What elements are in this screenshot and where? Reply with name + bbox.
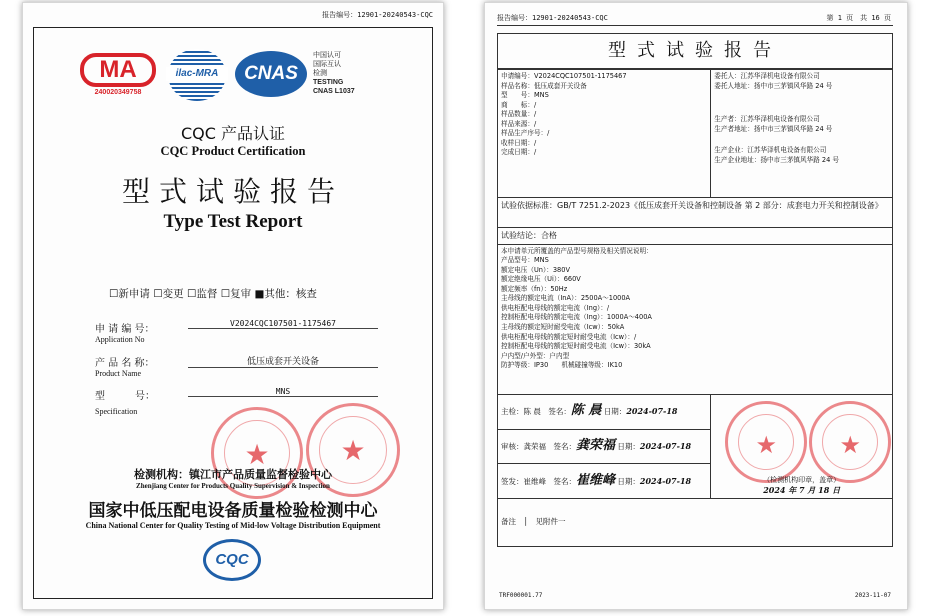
cqc-cert-cn: CQC 产品认证 bbox=[180, 124, 286, 143]
product-name-value: 低压成套开关设备 bbox=[188, 354, 378, 368]
remarks-row: 备注 │ 见附件一 bbox=[498, 499, 893, 547]
field-specification: 型 号： Specification bbox=[95, 391, 155, 416]
red-seal-left-2: ★ bbox=[306, 403, 400, 497]
footer-form-code: TRF000001.77 bbox=[499, 592, 543, 599]
ilac-mra-logo: ilac-MRA bbox=[166, 47, 228, 103]
application-type-checkboxes: ☐新申请 ☐变更 ☐监督 ☐复审 ■其他：核查 bbox=[109, 288, 317, 300]
report-number: 报告编号：12901-20240543-CQC bbox=[322, 11, 433, 19]
seal-cell bbox=[711, 394, 893, 499]
inspection-org-en: Zhenjiang Center for Products Quality Supervision & Inspection bbox=[136, 482, 330, 490]
sign-row-reviewer: 审核：龚荣福 签名：龚荣福 日期：2024-07-18 bbox=[498, 429, 711, 464]
spec-description: 本申请单元所覆盖的产品型号规格及相关情况说明： 产品型号：MNS 额定电压（Un）：380V 额定绝缘电压（Ui）：660V 额定频率（fn）：50Hz 主母线的额定电流（InA）：2500A～1000A 供电柜配电母线的额定电流（Ing）：/ 控制柜配电母线的额定电流（Ing）：1000A～400A 主母线的额定短时耐受电流（Icw）：50kA 供电柜配电母线的额定短时耐受电流（Icw）：/ 控制柜配电母线的额定短时耐受电流（Icw）：30kA 户内型/户外型：户内型 防护等级：IP30 机械碰撞等级：IK10 bbox=[498, 244, 893, 394]
test-conclusion: 试验结论：合格 bbox=[498, 228, 893, 245]
national-center-cn: 国家中低压配电设备质量检验检测中心 bbox=[88, 501, 378, 521]
red-seal-right-2: ★ bbox=[809, 401, 891, 483]
cnas-logo: CNAS bbox=[235, 51, 307, 97]
seal-note: （检测机构印章，盖章） bbox=[763, 475, 841, 484]
cma-number: 240020349758 bbox=[94, 89, 142, 96]
footer-date: 2023-11-07 bbox=[854, 592, 891, 599]
client-info-cell: 委托人：江苏华泽机电设备有限公司 委托人地址：扬中市三茅镇风华路 24 号 生产者：江苏华泽机电设备有限公司 生产者地址：扬中市三茅镇风华路 24 号 生产企业：江苏华泽机电设备有限公司 生产企业地址：扬中市三茅镇风华路 24 号 bbox=[711, 70, 893, 198]
report-title-en: Type Test Report bbox=[163, 211, 303, 232]
cnas-accreditation-text: 中国认可 国际互认 检测 TESTING CNAS L1037 bbox=[313, 52, 355, 95]
cqc-cert-en: CQC Product Certification bbox=[160, 144, 306, 158]
field-application-no: 申 请 编 号： Application No bbox=[95, 324, 155, 344]
red-seal-left-1: ★ bbox=[211, 407, 303, 499]
inspection-org-cn: 检测机构：镇江市产品质量监督检验中心 bbox=[134, 468, 332, 481]
sign-row-issuer: 签发：崔维峰 签名：崔维峰 日期：2024-07-18 bbox=[498, 464, 711, 499]
test-basis: 试验依据标准：GB/T 7251.2-2023《低压成套开关设备和控制设备 第 2 部分：成套电力开关和控制设备》 bbox=[498, 198, 893, 228]
report-number: 报告编号：12901-20240543-CQC bbox=[497, 14, 608, 22]
field-product-name: 产 品 名 称： Product Name bbox=[95, 358, 155, 378]
red-seal-right-1: ★ bbox=[725, 401, 807, 483]
report-title-cn: 型式试验报告 bbox=[121, 175, 344, 208]
sign-row-inspector: 主检：陈 晨 签名：陈 晨 日期：2024-07-18 bbox=[498, 394, 711, 429]
test-report-first-page bbox=[484, 2, 908, 610]
certificate-cover-page bbox=[22, 2, 444, 610]
report-table-wrapper bbox=[497, 69, 893, 592]
specification-value: MNS bbox=[188, 387, 378, 397]
sample-info-cell: 申请编号：V2024CQC107501-1175467 样品名称：低压成套开关设备 型 号：MNS 商 标：/ 样品数量：/ 样品来源：/ 样品生产序号：/ 收样日期：/ 完成日期：/ bbox=[498, 70, 711, 198]
report-table bbox=[497, 69, 893, 547]
cma-logo: MA 240020349758 bbox=[80, 53, 156, 99]
report-title: 型式试验报告 bbox=[497, 33, 893, 69]
national-center-en: China National Center for Quality Testing of Mid-low Voltage Distribution Equipment bbox=[85, 521, 381, 530]
page-info: 第 1 页 共 16 页 bbox=[826, 14, 891, 22]
cqc-logo: CQC bbox=[203, 539, 261, 581]
seal-date: 2024 年 7 月 18 日 bbox=[763, 484, 841, 495]
header-rule bbox=[497, 25, 893, 26]
application-no-value: V2024CQC107501-1175467 bbox=[188, 319, 378, 329]
